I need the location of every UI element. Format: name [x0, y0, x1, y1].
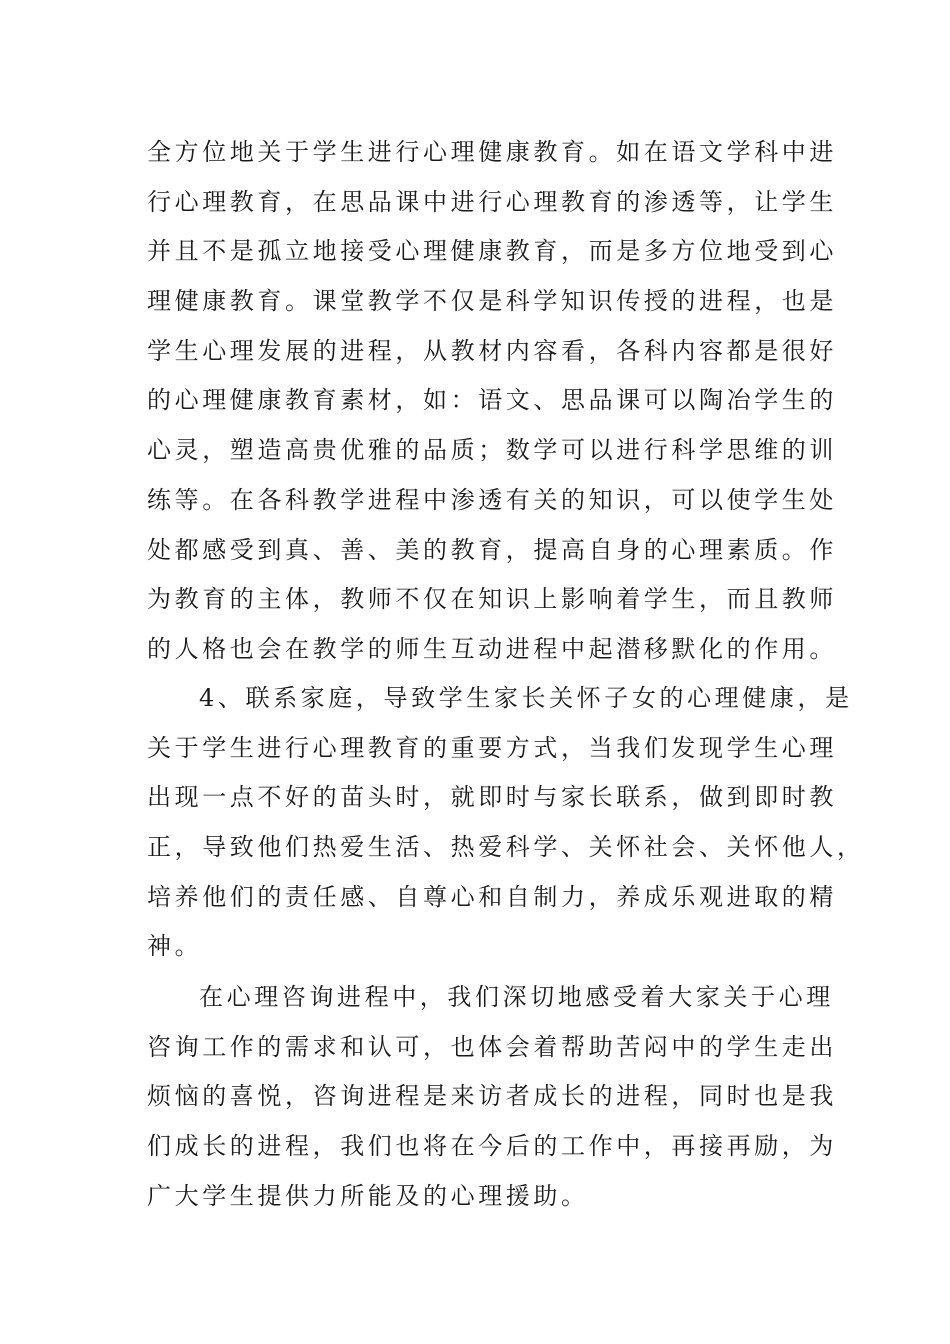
text-line: 为教育的主体，教师不仅在知识上影响着学生，而且教师 [147, 585, 837, 614]
text-line: 出现一点不好的苗头时，就即时与家长联系，做到即时教 [147, 783, 837, 812]
text-line: 神。 [147, 932, 203, 961]
text-line: 正，导致他们热爱生活、热爱科学、关怀社会、关怀他人， [147, 833, 865, 862]
text-line: 并且不是孤立地接受心理健康教育，而是多方位地受到心 [147, 237, 837, 266]
text-line: 理健康教育。课堂教学不仅是科学知识传授的进程，也是 [147, 287, 837, 316]
text-line: 全方位地关于学生进行心理健康教育。如在语文学科中进 [147, 138, 837, 166]
text-line: 练等。在各科教学进程中渗透有关的知识，可以使学生处 [147, 485, 837, 514]
text-line: 的心理健康教育素材，如：语文、思品课可以陶冶学生的 [147, 386, 837, 415]
text-line: 4、联系家庭，导致学生家长关怀子女的心理健康，是 [199, 684, 853, 712]
paragraph-1 [147, 128, 837, 675]
text-line: 烦恼的喜悦，咨询进程是来访者成长的进程，同时也是我 [147, 1082, 837, 1111]
paragraph-2 [147, 674, 865, 972]
text-line: 心灵，塑造高贵优雅的品质；数学可以进行科学思维的训 [147, 436, 837, 465]
text-line: 咨询工作的需求和认可，也体会着帮助苦闷中的学生走出 [147, 1032, 837, 1061]
text-line: 们成长的进程，我们也将在今后的工作中，再接再励，为 [147, 1132, 837, 1161]
text-line: 在心理咨询进程中，我们深切地感受着大家关于心理 [199, 983, 834, 1011]
text-line: 学生心理发展的进程，从教材内容看，各科内容都是很好 [147, 336, 837, 365]
text-line: 处都感受到真、善、美的教育，提高自身的心理素质。作 [147, 535, 837, 564]
text-line: 广大学生提供力所能及的心理援助。 [147, 1181, 589, 1210]
text-line: 关于学生进行心理教育的重要方式，当我们发现学生心理 [147, 733, 837, 762]
text-line: 培养他们的责任感、自尊心和自制力，养成乐观进取的精 [147, 882, 837, 911]
text-line: 的人格也会在教学的师生互动进程中起潜移默化的作用。 [147, 634, 837, 663]
text-line: 行心理教育，在思品课中进行心理教育的渗透等，让学生 [147, 187, 837, 216]
paragraph-3 [147, 973, 837, 1221]
